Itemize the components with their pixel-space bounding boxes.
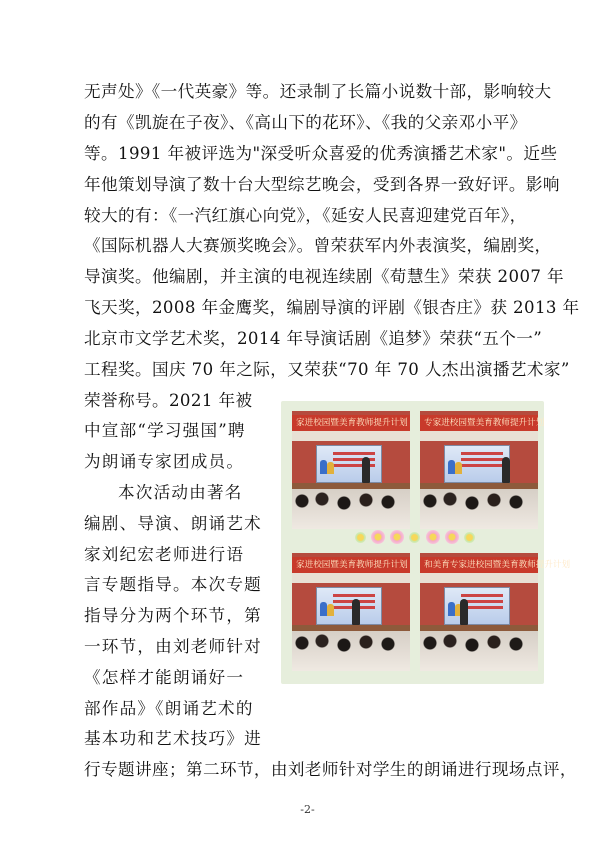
flower-icon bbox=[355, 532, 366, 543]
body-text-line: 年他策划导演了数十台大型综艺晚会，受到各界一致好评。影响 bbox=[84, 175, 560, 194]
projection-screen bbox=[316, 445, 382, 483]
body-text-line: 部作品》《朗诵艺术的 bbox=[84, 699, 254, 718]
body-text-line: 导演奖。他编剧，并主演的电视连续剧《荀慧生》荣获 2007 年 bbox=[84, 267, 565, 286]
flower-icon bbox=[464, 532, 475, 543]
event-photo bbox=[292, 553, 410, 671]
flower-icon bbox=[426, 530, 440, 544]
body-text-line: 《怎样才能朗诵好一 bbox=[84, 668, 245, 687]
body-text-line: 为朗诵专家团成员。 bbox=[84, 452, 245, 471]
body-text-line: 飞天奖，2008 年金鹰奖，编剧导演的评剧《银杏庄》获 2013 年 bbox=[84, 298, 580, 317]
flower-decoration bbox=[355, 525, 475, 549]
body-text-line: 北京市文学艺术奖，2014 年导演话剧《追梦》荣获“五个一” bbox=[84, 329, 543, 348]
body-text-line: 的有《凯旋在子夜》、《高山下的花环》、《我的父亲邓小平》 bbox=[84, 113, 527, 132]
speaker-figure bbox=[460, 599, 468, 625]
body-text-line: 无声处》《一代英豪》等。还录制了长篇小说数十部，影响较大 bbox=[84, 82, 552, 101]
photo-banner: 家进校园暨美育教师提升计划 bbox=[292, 557, 410, 573]
body-text-line: 工程奖。国庆 70 年之际，又荣获“70 年 70 人杰出演播艺术家” bbox=[84, 360, 570, 379]
photo-banner: 专家进校园暨美育教师提升计划 bbox=[420, 415, 538, 431]
paragraph-first-line: 本次活动由著名 bbox=[118, 483, 243, 502]
event-photo bbox=[420, 553, 571, 671]
speaker-figure bbox=[502, 457, 510, 483]
audience bbox=[420, 631, 538, 671]
body-text-line: 编剧、导演、朗诵艺术 bbox=[84, 514, 262, 533]
audience bbox=[292, 631, 410, 671]
body-text-line: 指导分为两个环节，第 bbox=[84, 606, 262, 625]
speaker-figure bbox=[352, 599, 360, 625]
photo-collage bbox=[281, 401, 571, 684]
body-text-line: 《国际机器人大赛颁奖晚会》。曾荣获军内外表演奖，编剧奖， bbox=[84, 236, 552, 255]
body-text-line: 言专题指导。本次专题 bbox=[84, 575, 262, 594]
body-text-line: 较大的有：《一汽红旗心向党》，《延安人民喜迎建党百年》， bbox=[84, 206, 527, 225]
audience bbox=[420, 489, 538, 529]
audience bbox=[292, 489, 410, 529]
event-photo bbox=[420, 411, 545, 529]
body-text-line: 中宣部“学习强国”聘 bbox=[84, 421, 246, 440]
flower-icon bbox=[390, 530, 404, 544]
page-number: -2- bbox=[300, 803, 315, 816]
photo-banner: 家进校园暨美育教师提升计划 bbox=[292, 415, 410, 431]
body-text-line: 基本功和艺术技巧》进 bbox=[84, 729, 262, 748]
body-text-line: 行专题讲座；第二环节，由刘老师针对学生的朗诵进行现场点评， bbox=[84, 760, 577, 779]
speaker-figure bbox=[362, 457, 370, 483]
flower-icon bbox=[371, 530, 385, 544]
body-text-line: 荣誉称号。2021 年被 bbox=[84, 391, 253, 410]
projection-screen bbox=[444, 445, 510, 483]
body-text-line: 等。1991 年被评选为"深受听众喜爱的优秀演播艺术家"。近些 bbox=[84, 144, 558, 163]
projection-screen bbox=[444, 587, 510, 625]
event-photo bbox=[292, 411, 410, 529]
flower-icon bbox=[445, 530, 459, 544]
photo-banner: 和美育专家进校园暨美育教师提升计划 bbox=[420, 557, 538, 573]
flower-icon bbox=[409, 532, 420, 543]
projection-screen bbox=[316, 587, 382, 625]
body-text-line: 一环节，由刘老师针对 bbox=[84, 637, 262, 656]
body-text-line: 家刘纪宏老师进行语 bbox=[84, 545, 245, 564]
